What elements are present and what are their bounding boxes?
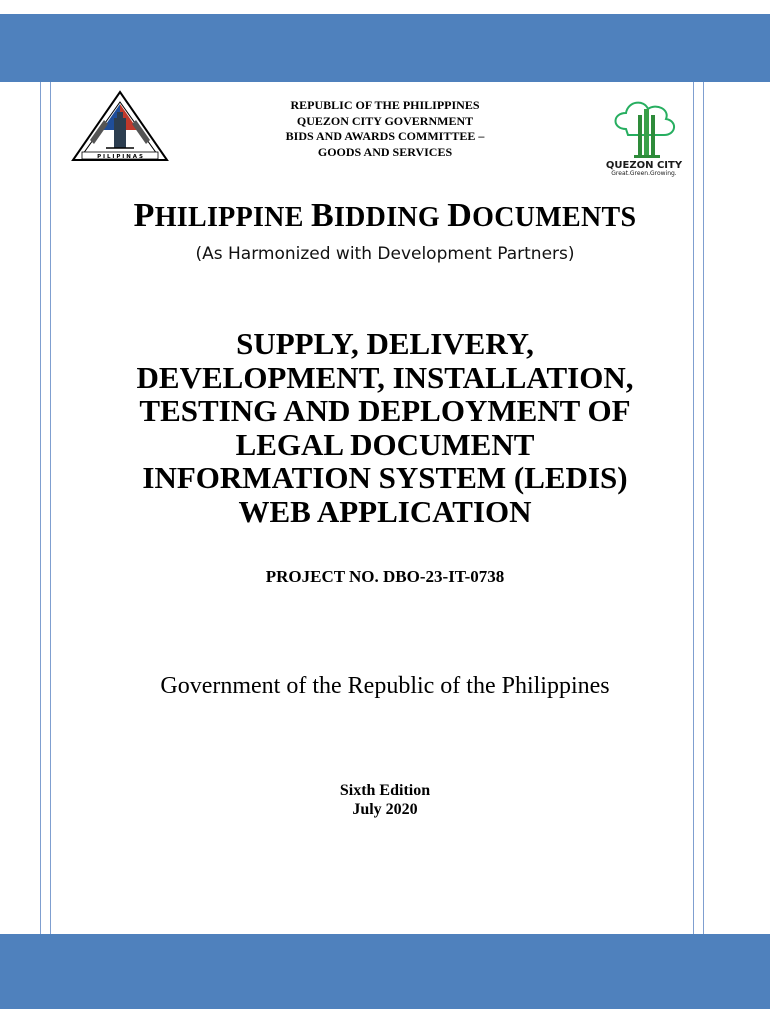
project-title-line: SUPPLY, DELIVERY, — [236, 326, 534, 361]
edition-block — [0, 781, 770, 819]
header-line: BIDS AND AWARDS COMMITTEE – — [285, 129, 485, 143]
svg-text:Great.Green.Growing.: Great.Green.Growing. — [611, 170, 677, 177]
svg-text:QUEZON CITY: QUEZON CITY — [605, 160, 683, 171]
project-title-line: WEB APPLICATION — [238, 493, 532, 529]
header-agency-block — [0, 98, 770, 160]
edition-label: Sixth Edition — [339, 782, 431, 799]
top-color-band — [0, 14, 770, 82]
document-subtitle: (As Harmonized with Development Partners) — [195, 244, 575, 264]
project-title-line: INFORMATION SYSTEM (LEDIS) — [142, 460, 628, 495]
svg-text:P I L I P I N A S: P I L I P I N A S — [97, 154, 143, 160]
bottom-color-band — [0, 934, 770, 1009]
project-number: PROJECT NO. DBO-23-IT-0738 — [265, 567, 505, 586]
project-title-line: LEGAL DOCUMENT — [235, 426, 535, 462]
project-title — [0, 327, 770, 528]
header-line: REPUBLIC OF THE PHILIPPINES — [290, 98, 480, 112]
project-title-line: DEVELOPMENT, INSTALLATION, — [136, 359, 634, 395]
header-line: GOODS AND SERVICES — [317, 144, 453, 159]
header-line: QUEZON CITY GOVERNMENT — [296, 113, 474, 128]
edition-date: July 2020 — [352, 801, 418, 818]
document-title: PHILIPPINE BIDDING DOCUMENTS — [133, 197, 637, 234]
government-name: Government of the Republic of the Philippines — [160, 673, 610, 699]
project-title-line: TESTING AND DEPLOYMENT OF — [139, 393, 631, 428]
